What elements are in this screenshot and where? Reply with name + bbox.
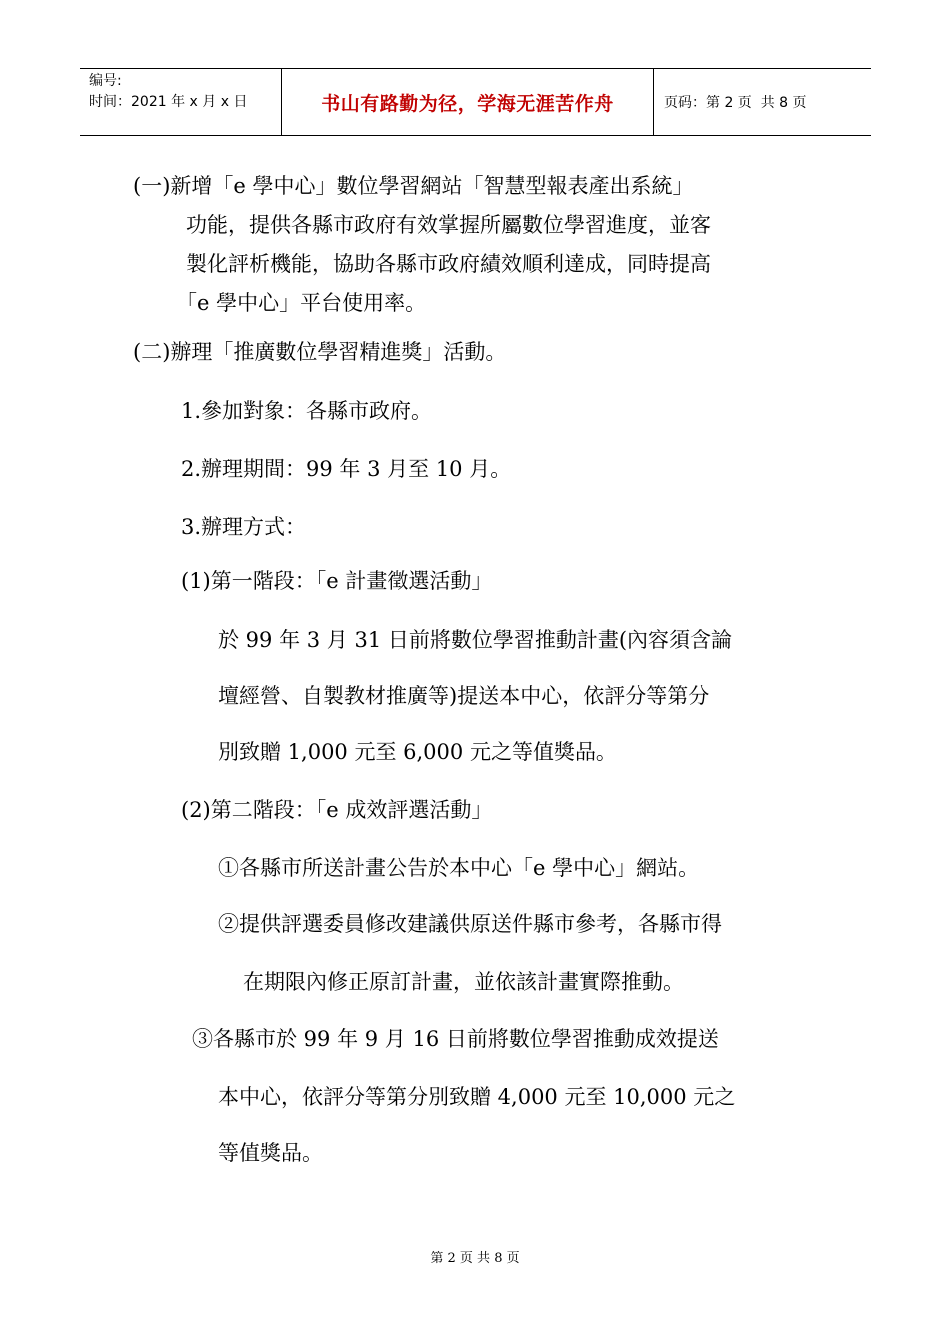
section-two-heading: (二)辦理「推廣數位學習精進獎」活動。 bbox=[133, 340, 507, 364]
stage-one-title: (1)第一階段：「e 計畫徵選活動」 bbox=[181, 569, 493, 593]
stage-one-line-1: 於 99 年 3 月 31 日前將數位學習推動計畫(內容須含論 bbox=[218, 628, 733, 652]
stage-one-line-3: 別致贈 1,000 元至 6,000 元之等值獎品。 bbox=[218, 740, 617, 764]
section-one-line-2: 功能，提供各縣市政府有效掌握所屬數位學習進度，並客 bbox=[186, 213, 711, 237]
section-one-line-4: 「e 學中心」平台使用率。 bbox=[176, 291, 427, 315]
stage-one-line-2: 壇經營、自製教材推廣等)提送本中心，依評分等第分 bbox=[218, 684, 710, 708]
header-motto: 书山有路勤为径，学海无涯苦作舟 bbox=[321, 92, 614, 115]
section-one-line-1: (一)新增「e 學中心」數位學習網站「智慧型報表產出系統」 bbox=[133, 174, 694, 198]
stage-two-item-b-line-2: 在期限內修正原訂計畫，並依該計畫實際推動。 bbox=[243, 970, 684, 994]
header-motto-cell bbox=[282, 69, 654, 135]
list-item-period: 2.辦理期間：99 年 3 月至 10 月。 bbox=[181, 457, 512, 481]
page-footer-number: 第 2 页 共 8 页 bbox=[430, 1251, 520, 1266]
header-page-cell bbox=[654, 69, 871, 135]
stage-two-item-a: ①各縣市所送計畫公告於本中心「e 學中心」網站。 bbox=[218, 856, 700, 880]
list-item-participants: 1.參加對象：各縣市政府。 bbox=[181, 399, 433, 423]
stage-two-item-b-line-1: ②提供評選委員修改建議供原送件縣市參考，各縣市得 bbox=[218, 912, 722, 936]
stage-two-title: (2)第二階段：「e 成效評選活動」 bbox=[181, 798, 493, 822]
stage-two-item-c-line-2: 本中心，依評分等第分別致贈 4,000 元至 10,000 元之 bbox=[218, 1085, 736, 1109]
stage-two-item-c-line-1: ③各縣市於 99 年 9 月 16 日前將數位學習推動成效提送 bbox=[192, 1027, 719, 1051]
list-item-method: 3.辦理方式： bbox=[181, 515, 307, 539]
header-meta-cell bbox=[80, 69, 282, 135]
stage-two-item-c-line-3: 等值獎品。 bbox=[218, 1141, 323, 1165]
header-page-info: 页码：第 2 页 共 8 页 bbox=[664, 95, 807, 111]
page-header bbox=[80, 68, 871, 136]
document-number-label: 编号: bbox=[89, 73, 122, 89]
section-one-line-3: 製化評析機能，協助各縣市政府績效順利達成，同時提高 bbox=[186, 252, 711, 276]
document-time-label: 时间：2021 年 x 月 x 日 bbox=[89, 94, 248, 110]
